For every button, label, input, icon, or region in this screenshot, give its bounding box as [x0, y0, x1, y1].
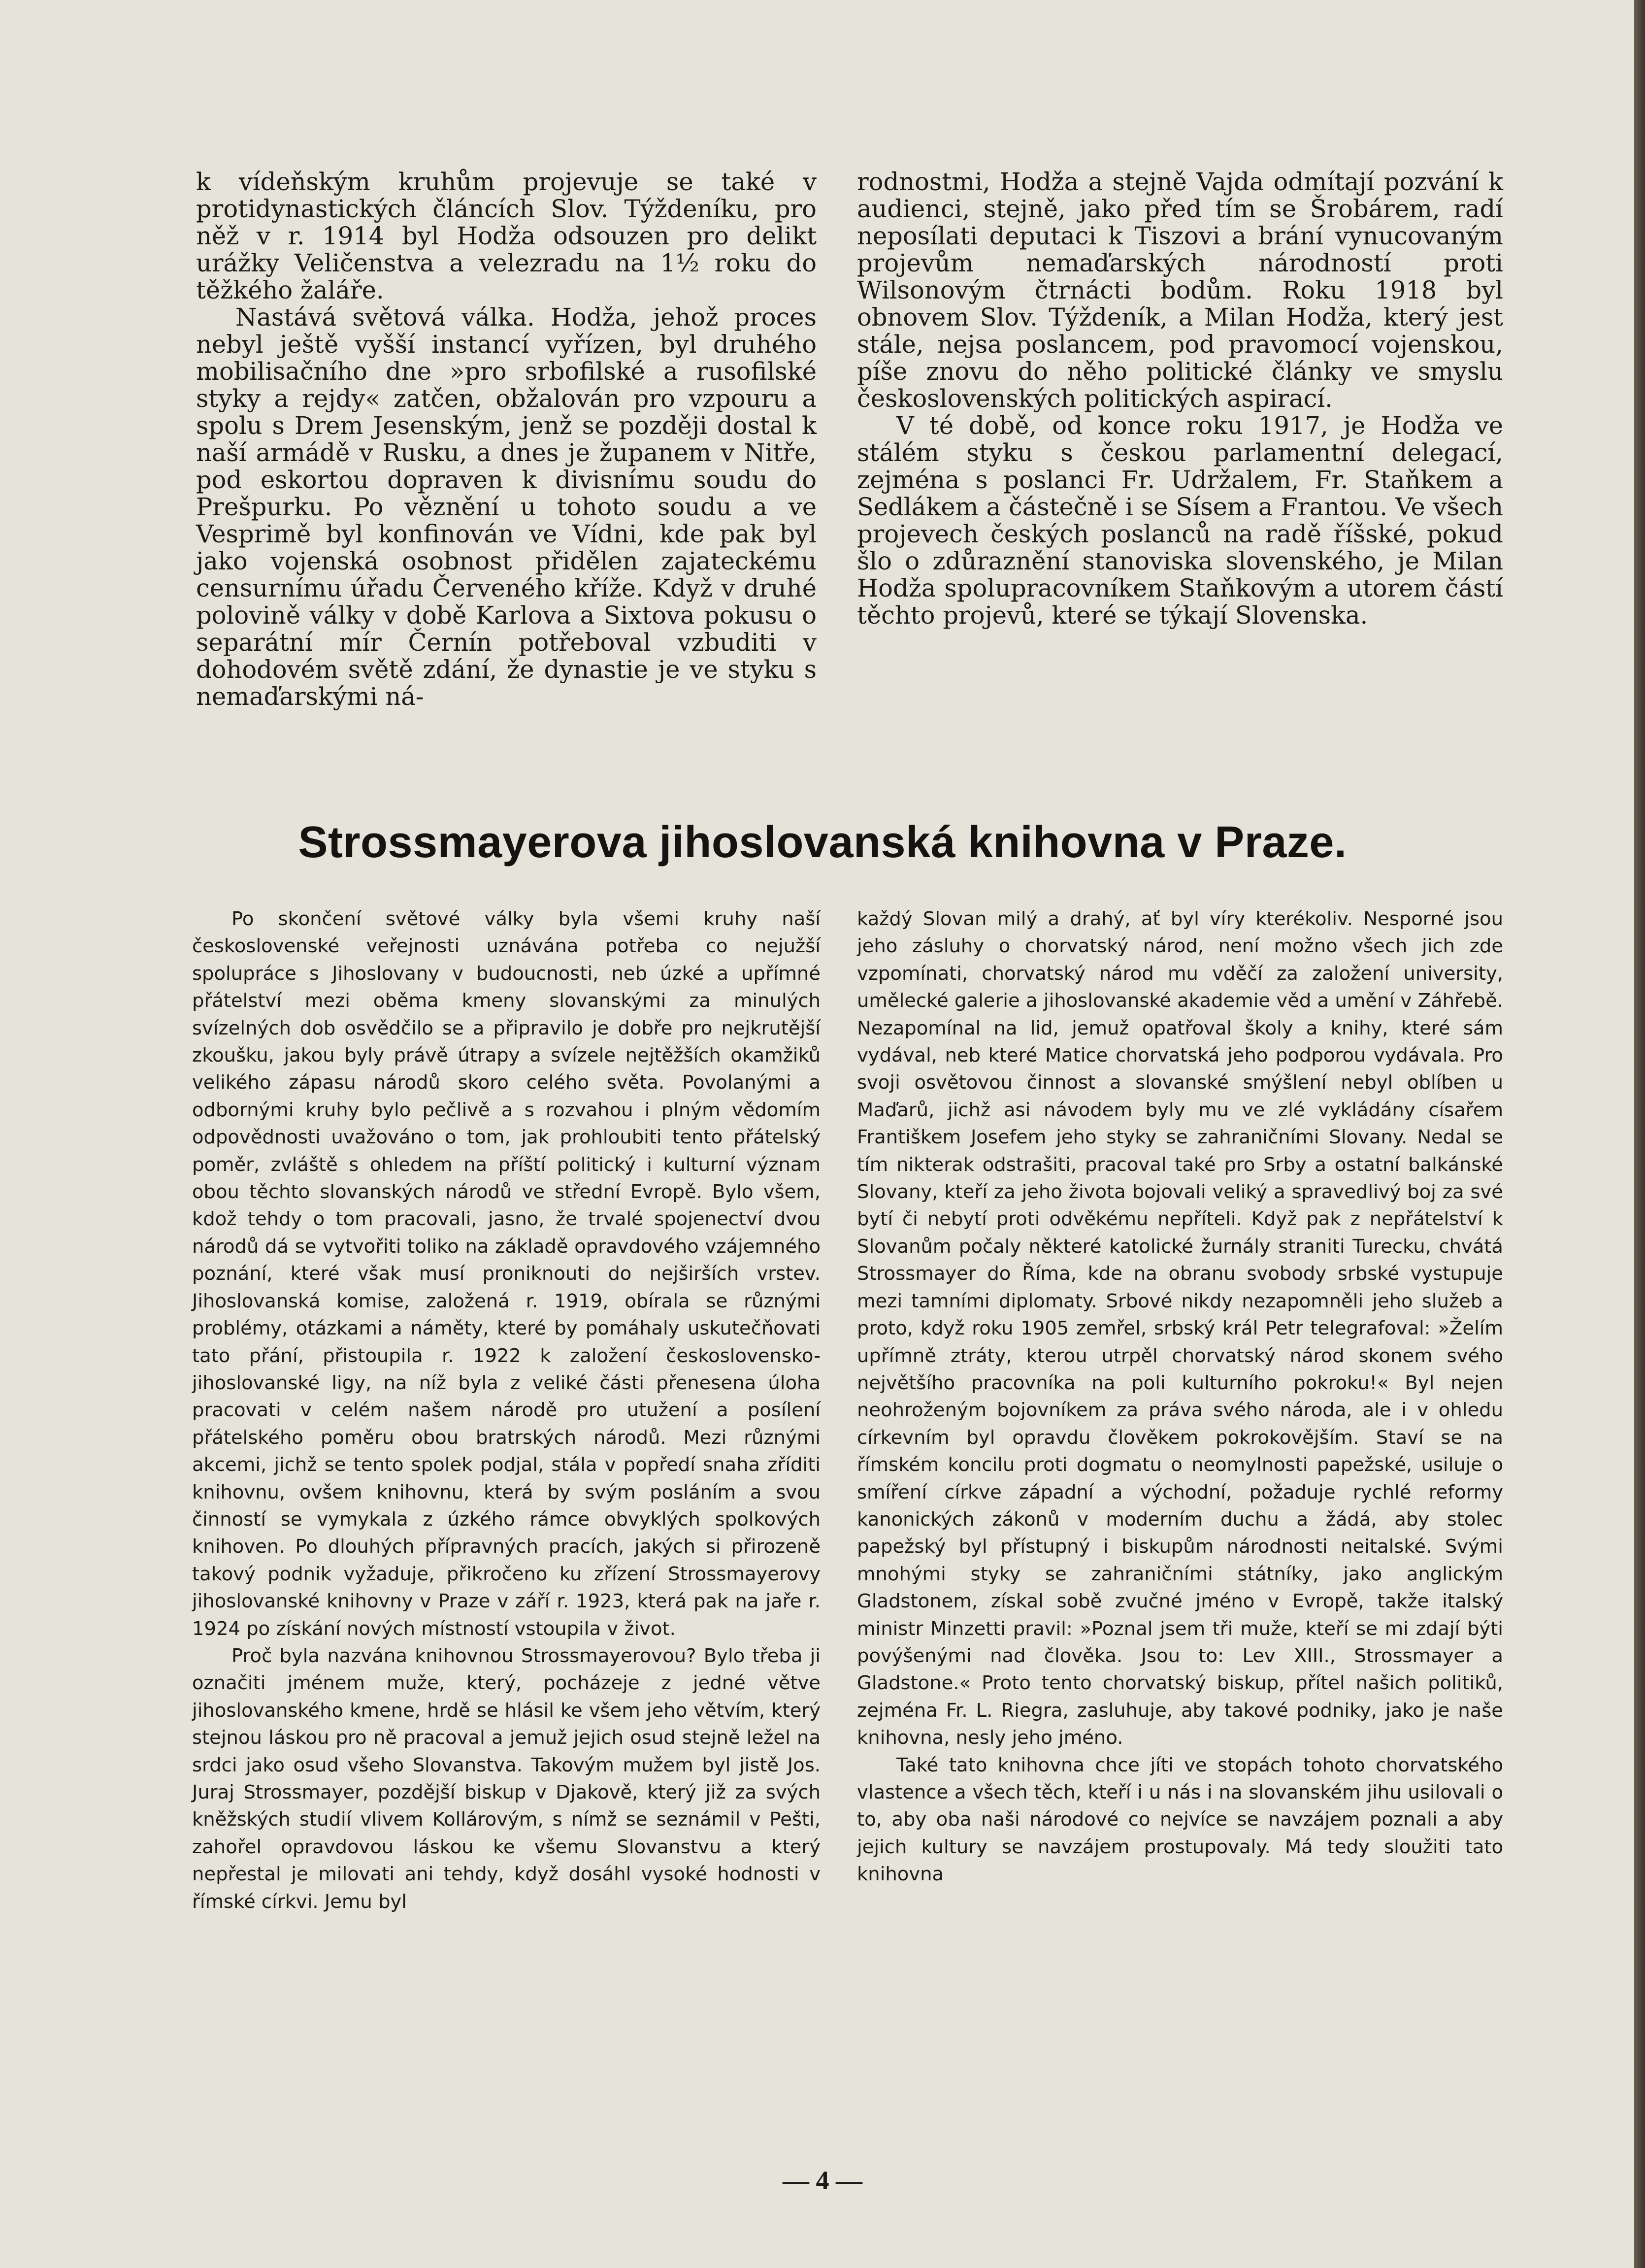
paragraph: rodnostmi, Hodža a stejně Vajda odmítají pozvání k audienci, stejně, jako před tím se Šrobárem, radí neposílati deputaci k Tiszovi a brání vynucovaným projevům nemaďarských národností proti Wilsonovým čtrnácti bodům. Roku 1918 byl obnovem Slov. Týždeník, a Milan Hodža, který jest stále, nejsa poslancem, pod pravomocí vojenskou, píše znovu do něho politické články ve smyslu československých politických aspirací.: [857, 167, 1503, 413]
article-left-column: [192, 905, 821, 1915]
paragraph: Proč byla nazvána knihovnou Strossmayerovou? Bylo třeba ji označiti jménem muže, který, pocházeje z jedné větve jihoslovanského kmene, hrdě se hlásil ke všem jeho větvím, který stejnou láskou pro ně pracoval a jemuž jejich osud stejně ležel na srdci jako osud všeho Slovanstva. Takovým mužem byl jistě Jos. Juraj Strossmayer, pozdější biskup v Djakově, který již za svých kněžských studií vlivem Kollárovým, s nímž se seznámil v Pešti, zahořel opravdovou láskou ke všemu Slovanstvu a který nepřestal je milovati ani tehdy, když dosáhl vysoké hodnosti v římské církvi. Jemu byl: [192, 1644, 821, 1913]
paragraph: Nastává světová válka. Hodža, jehož proces nebyl ještě vyšší instancí vyřízen, byl druhého mobilisačního dne »pro srbofilské a rusofilské styky a rejdy« zatčen, obžalován pro vzpouru a spolu s Drem Jesenským, jenž se později dostal k naší armádě v Rusku, a dnes je županem v Nitře, pod eskortou dopraven k divisnímu soudu do Prešpurku. Po věznění u tohoto soudu a ve Vesprimě byl konfinován ve Vídni, kde pak byl jako vojenská osobnost přidělen zajateckému censurnímu úřadu Červeného kříže. Když v druhé polovině války v době Karlova a Sixtova pokusu o separátní mír Černín potřeboval vzbuditi v dohodovém světě zdání, že dynastie je ve styku s nemaďarskými ná-: [196, 303, 817, 711]
top-left-column: [196, 168, 817, 710]
paragraph: každý Slovan milý a drahý, ať byl víry kterékoliv. Nesporné jsou jeho zásluhy o chorvatský národ, není možno všech jich zde vzpomínati, chorvatský národ mu vděčí za založení university, umělecké galerie a jihoslovanské akademie věd a umění v Záhřebě. Nezapomínal na lid, jemuž opatřoval školy a knihy, které sám vydával, neb které Matice chorvatská jeho podporou vydávala. Pro svoji osvětovou činnost a slovanské smýšlení nebyl oblíben u Maďarů, jichž asi návodem byly mu ve zlé vykládány císařem Františkem Josefem jeho styky se zahraničními Slovany. Nedal se tím nikterak odstrašiti, pracoval také pro Srby a ostatní balkánské Slovany, kteří za jeho života bojovali veliký a spravedlivý boj za své bytí či nebytí proti odvěkému nepříteli. Když pak z nepřátelství k Slovanům počaly některé katolické žurnály straniti Turecku, chvátá Strossmayer do Říma, kde na obranu svobody srbské vystupuje mezi tamními diplomaty. Srbové nikdy nezapomněli jeho služeb a proto, když roku 1905 zemřel, srbský král Petr telegrafoval: »Želím upřímně ztráty, kterou utrpěl chorvatský národ skonem svého největšího pracovníka na poli kulturního pokroku!« Byl nejen neohroženým bojovníkem za práva svého národa, ale i v ohledu církevním byl opravdu člověkem pokrokovějším. Staví se na římském koncilu proti dogmatu o neomylnosti papežské, usiluje o smíření církve západní a východní, požaduje rychlé reformy kanonických zákonů v moderním duchu a žádá, aby stolec papežský byl přístupný i biskupům národnosti neitalské. Svými mnohými styky se zahraničními státníky, jako anglickým Gladstonem, získal sobě zvučné jméno v Evropě, takže italský ministr Minzetti pravil: »Poznal jsem tři muže, kteří se mi zdají býti povýšenými nad člověka. Jsou to: Lev XIII., Strossmayer a Gladstone.« Proto tento chorvatský biskup, přítel našich politiků, zejména Fr. L. Riegra, zasluhuje, aby takové podniky, jako je naše knihovna, nesly jeho jméno.: [857, 908, 1503, 1749]
paragraph: Také tato knihovna chce jíti ve stopách tohoto chorvatského vlastence a všech těch, kteří i u nás i na slovanském jihu usilovali o to, aby oba naši národové co nejvíce se navzájem poznali a aby jejich kultury se navzájem prostupovaly. Má tedy sloužiti tato knihovna: [857, 1754, 1503, 1886]
paragraph: k vídeňským kruhům projevuje se také v protidynastických článcích Slov. Týždeníku, pro něž v r. 1914 byl Hodža odsouzen pro delikt urážky Veličenstva a velezradu na 1½ roku do těžkého žaláře.: [196, 167, 817, 304]
page-edge-shadow: [1634, 0, 1645, 2268]
paragraph: Po skončení světové války byla všemi kruhy naší československé veřejnosti uznávána potřeba co nejužší spolupráce s Jihoslovany v budoucnosti, neb úzké a upřímné přátelství mezi oběma kmeny slovanskými za minulých svízelných dob osvědčilo se a připravilo je dobře pro nejkrutější zkoušku, jakou byly právě útrapy a svízele nejtěžších okamžiků velikého zápasu národů skoro celého světa. Povolanými a odbornými kruhy bylo pečlivě a s rozvahou i plným vědomím odpovědnosti uvažováno o tom, jak prohloubiti tento přátelský poměr, zvláště s ohledem na příští politický i kulturní význam obou těchto slovanských národů ve střední Evropě. Bylo všem, kdož tehdy o tom pracovali, jasno, že trvalé spojenectví dvou národů dá se vytvořiti toliko na základě opravdového vzájemného poznání, které však musí proniknouti do nejširších vrstev. Jihoslovanská komise, založená r. 1919, obírala se různými problémy, otázkami a náměty, které by pomáhaly uskutečňovati tato přání, přistoupila r. 1922 k založení československo-jihoslovanské ligy, na níž byla z veliké části přenesena úloha pracovati v celém našem národě pro utužení a posílení přátelského poměru obou bratrských národů. Mezi různými akcemi, jichž se tento spolek podjal, stála v popředí snaha zříditi knihovnu, ovšem knihovnu, která by svým posláním a svou činností se vymykala z úzkého rámce obvyklých spolkových knihoven. Po dlouhých přípravných pracích, jakých si přirozeně takový podnik vyžaduje, přikročeno ku zřízení Strossmayerovy jihoslovanské knihovny v Praze v září r. 1923, která pak na jaře r. 1924 po získání nových místností vstoupila v život.: [192, 908, 821, 1640]
paragraph: V té době, od konce roku 1917, je Hodža ve stálém styku s českou parlamentní delegací, zejména s poslanci Fr. Udržalem, Fr. Staňkem a Sedlákem a částečně i se Sísem a Frantou. Ve všech projevech českých poslanců na radě říšské, pokud šlo o zdůraznění stanoviska slovenského, je Milan Hodža spolupracovníkem Staňkovým a utorem částí těchto projevů, které se týkají Slovenska.: [857, 411, 1503, 630]
article-right-column: [857, 905, 1503, 1888]
top-right-column: [857, 168, 1503, 629]
page-number: — 4 —: [783, 2166, 862, 2195]
article-title: Strossmayerova jihoslovanská knihovna v Praze.: [298, 818, 1347, 867]
